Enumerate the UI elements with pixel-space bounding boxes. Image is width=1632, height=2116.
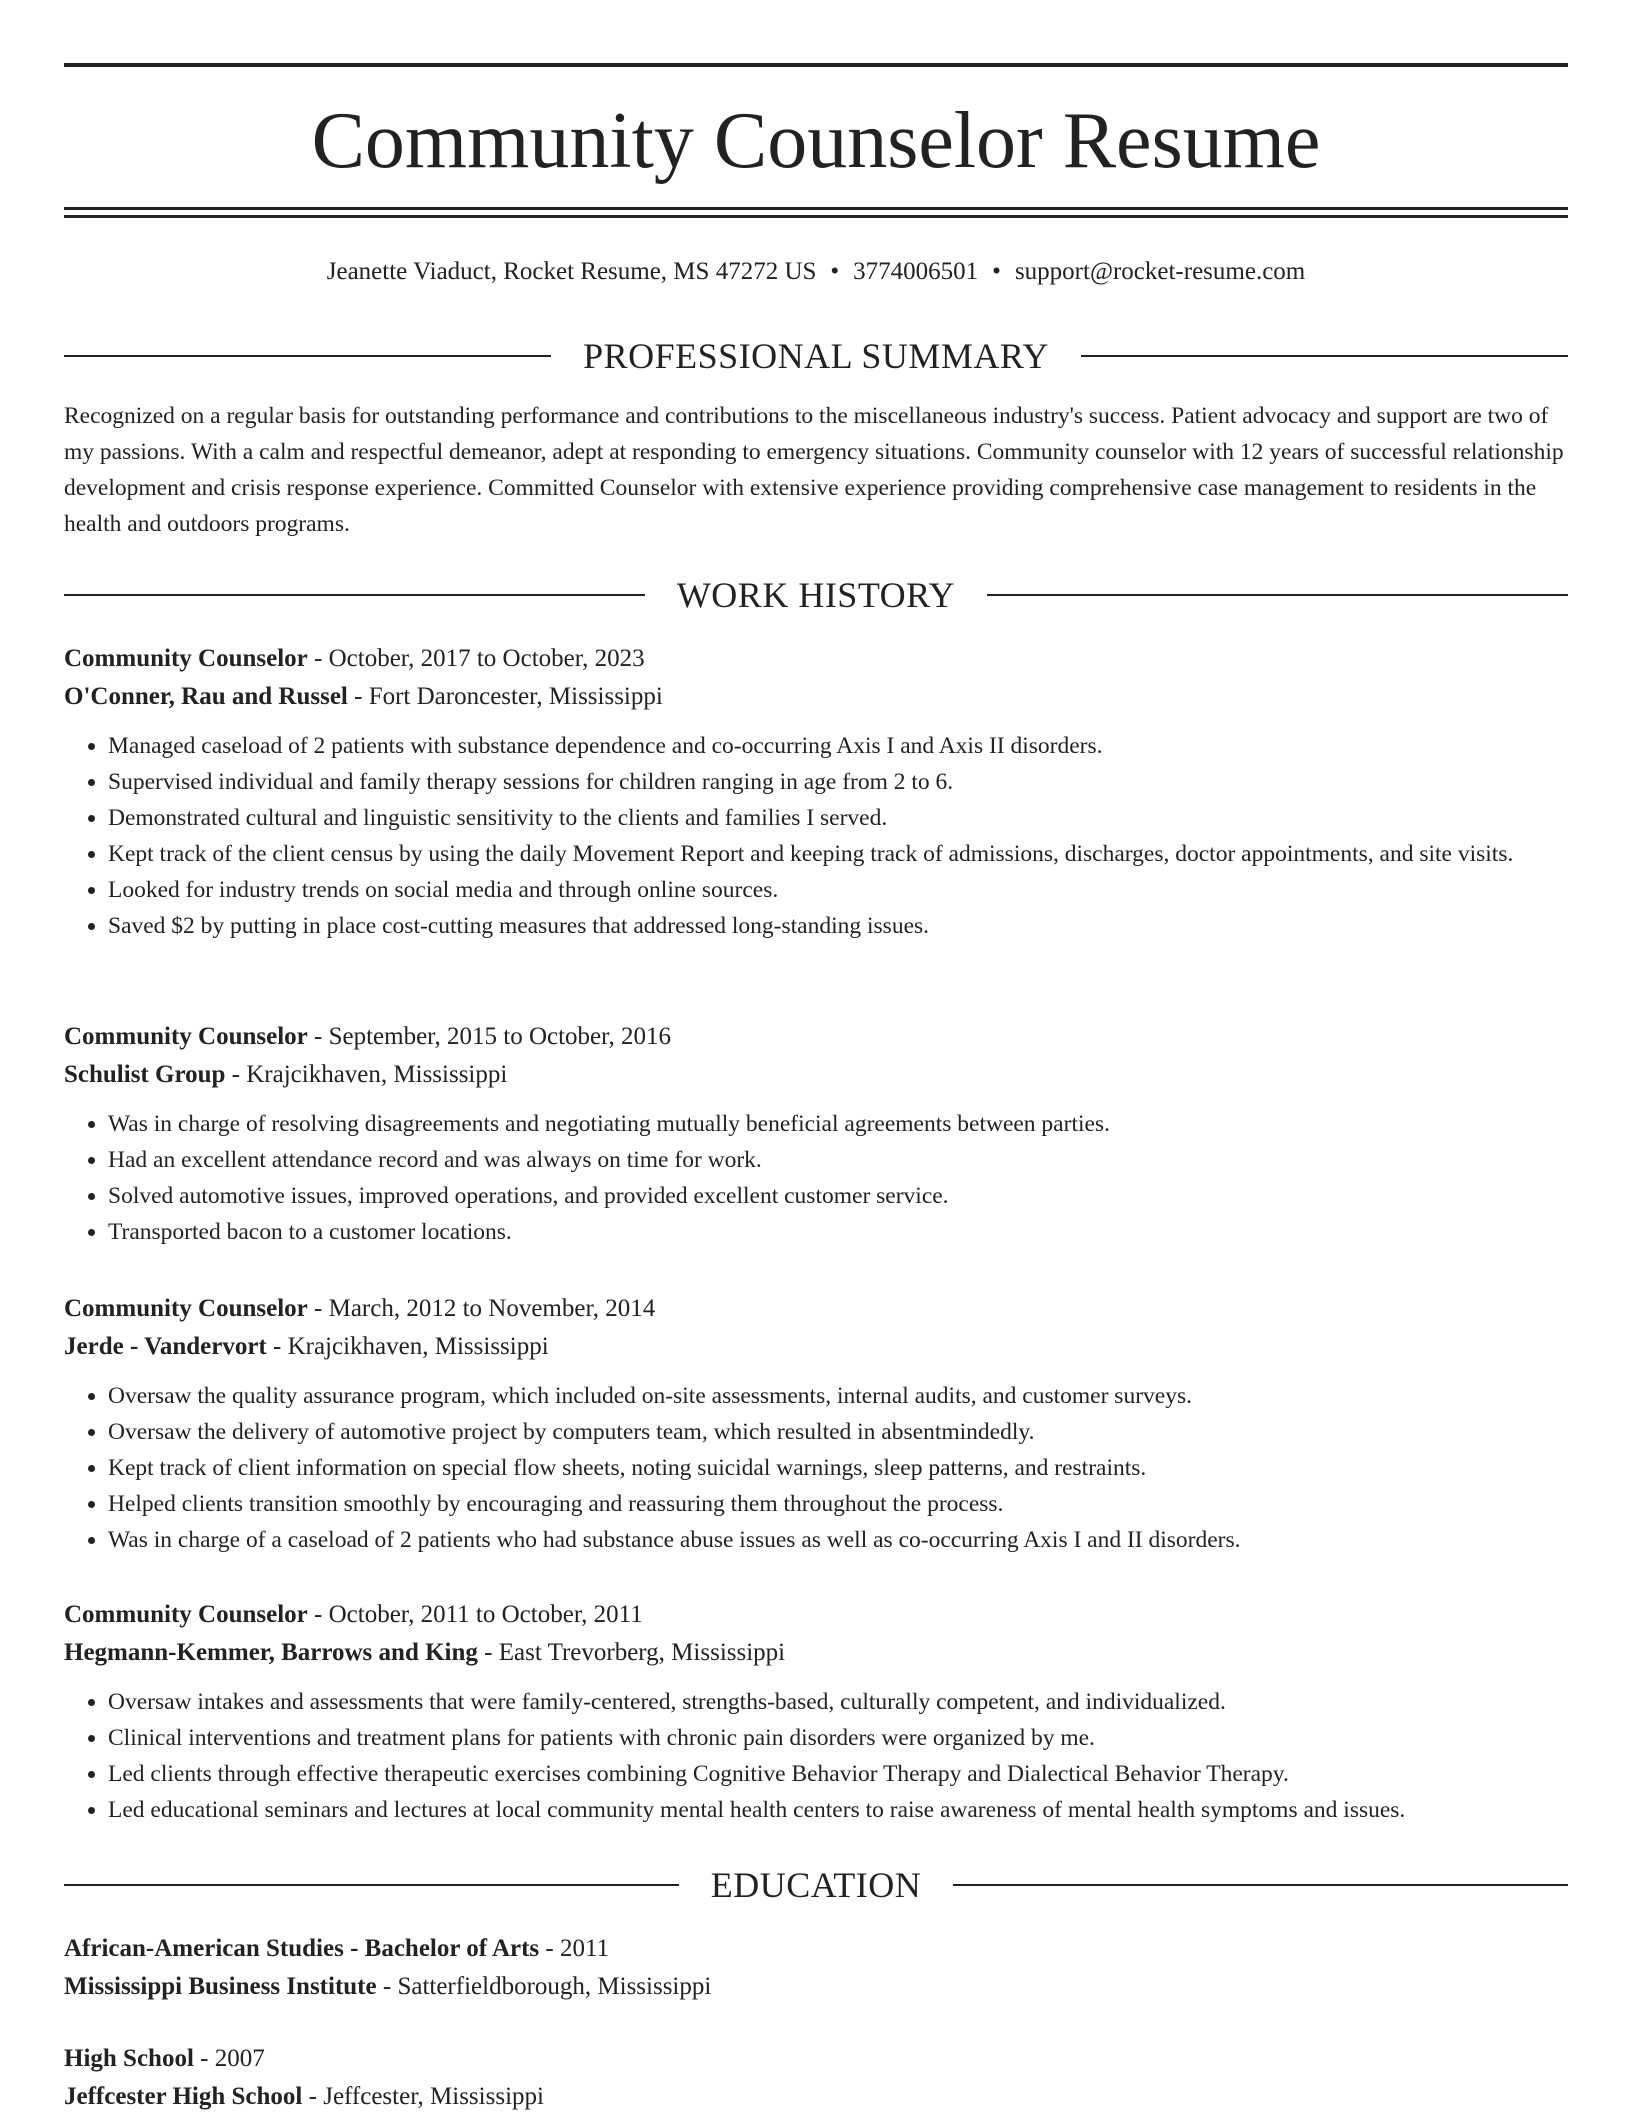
dash: -: [307, 1295, 329, 1322]
education-degree: African-American Studies - Bachelor of Arts: [64, 1935, 540, 1962]
job-title: Community Counselor: [64, 1023, 308, 1050]
page-title: Community Counselor Resume: [311, 97, 1321, 185]
dash: -: [347, 683, 369, 710]
education-entry: [64, 1930, 1568, 2006]
dash: -: [193, 2045, 215, 2072]
section-heading-work-history: [64, 573, 1568, 617]
job-bullets: [64, 1106, 1568, 1250]
list-item: • Clinical interventions and treatment plans for patients with chronic pain disorders were organized by me.: [108, 1720, 1568, 1756]
divider: [1081, 355, 1568, 357]
education-location: Jeffcester, Mississippi: [323, 2083, 544, 2110]
contact-line: [64, 254, 1568, 290]
list-item: • Managed caseload of 2 patients with substance dependence and co-occurring Axis I and Axis II disorders.: [108, 728, 1568, 764]
dash: -: [307, 1601, 329, 1628]
job-title: Community Counselor: [64, 1295, 308, 1322]
job-dates: October, 2017 to October, 2023: [328, 645, 645, 672]
list-item: • Saved $2 by putting in place cost-cutting measures that addressed long-standing issues.: [108, 908, 1568, 944]
summary-text: Recognized on a regular basis for outstanding performance and contributions to the miscellaneous industry's success. Patient advocacy and support are two of my passions. With a calm and respectful demeanor, adept at responding to emergency situations. Community counselor with 12 years of successful relationship development and crisis response experience. Committed Counselor with extensive experience providing comprehensive case management to residents in the health and outdoors programs.: [64, 403, 1564, 537]
dash: -: [266, 1333, 288, 1360]
education-school: Jeffcester High School: [64, 2083, 303, 2110]
list-item: • Led educational seminars and lectures at local community mental health centers to raise awareness of mental health symptoms and issues.: [108, 1792, 1568, 1828]
contact-email: support@rocket-resume.com: [1014, 258, 1306, 285]
job-location: East Trevorberg, Mississippi: [498, 1639, 786, 1666]
education-school: Mississippi Business Institute: [64, 1973, 377, 2000]
list-item: • Oversaw the quality assurance program, which included on-site assessments, internal audits, and customer surveys.: [108, 1378, 1568, 1414]
list-item: • Was in charge of resolving disagreements and negotiating mutually beneficial agreements between parties.: [108, 1106, 1568, 1142]
divider: [64, 1884, 679, 1886]
contact-phone: 3774006501: [853, 258, 979, 285]
education-location: Satterfieldborough, Mississippi: [397, 1973, 712, 2000]
list-item: • Helped clients transition smoothly by encouraging and reassuring them throughout the process.: [108, 1486, 1568, 1522]
job-bullets: [64, 1378, 1568, 1558]
education-year: 2011: [560, 1935, 610, 1962]
divider: [953, 1884, 1568, 1886]
job-entry: [64, 1018, 1568, 1250]
dash: -: [539, 1935, 560, 1962]
list-item: • Was in charge of a caseload of 2 patients who had substance abuse issues as well as co-occurring Axis I and II disorders.: [108, 1522, 1568, 1558]
list-item: • Demonstrated cultural and linguistic sensitivity to the clients and families I served.: [108, 800, 1568, 836]
job-title: Community Counselor: [64, 645, 308, 672]
list-item: • Supervised individual and family therapy sessions for children ranging in age from 2 to 6.: [108, 764, 1568, 800]
education-entry: [64, 2040, 1568, 2116]
dash: -: [302, 2083, 324, 2110]
title-rule-upper: [64, 207, 1568, 210]
divider: [64, 594, 645, 596]
dash: -: [376, 1973, 398, 2000]
job-location: Krajcikhaven, Mississippi: [246, 1061, 508, 1088]
job-bullets: [64, 1684, 1568, 1828]
job-entry: [64, 1290, 1568, 1558]
divider: [64, 355, 551, 357]
top-rule: [64, 63, 1568, 67]
list-item: • Kept track of the client census by using the daily Movement Report and keeping track of admissions, discharges, doctor appointments, and site visits.: [108, 836, 1568, 872]
section-heading-summary: [64, 334, 1568, 378]
job-dates: March, 2012 to November, 2014: [328, 1295, 656, 1322]
list-item: • Solved automotive issues, improved operations, and provided excellent customer service.: [108, 1178, 1568, 1214]
education-year: 2007: [214, 2045, 265, 2072]
job-bullets: [64, 728, 1568, 944]
dash: -: [477, 1639, 499, 1666]
section-heading-education: [64, 1863, 1568, 1907]
list-item: • Looked for industry trends on social media and through online sources.: [108, 872, 1568, 908]
job-entry: [64, 640, 1568, 944]
job-dates: October, 2011 to October, 2011: [328, 1601, 643, 1628]
title-rule-lower: [64, 215, 1568, 218]
section-title: PROFESSIONAL SUMMARY: [583, 336, 1049, 376]
list-item: • Led clients through effective therapeutic exercises combining Cognitive Behavior Therapy and Dialectical Behavior Therapy.: [108, 1756, 1568, 1792]
job-company: O'Conner, Rau and Russel: [64, 683, 348, 710]
job-company: Hegmann-Kemmer, Barrows and King: [64, 1639, 478, 1666]
divider: [987, 594, 1568, 596]
dash: -: [307, 645, 329, 672]
job-company: Jerde - Vandervort: [64, 1333, 267, 1360]
list-item: • Oversaw intakes and assessments that were family-centered, strengths-based, culturally competent, and individualized.: [108, 1684, 1568, 1720]
job-entry: [64, 1596, 1568, 1828]
job-company: Schulist Group: [64, 1061, 226, 1088]
list-item: • Oversaw the delivery of automotive project by computers team, which resulted in absentmindedly.: [108, 1414, 1568, 1450]
list-item: • Transported bacon to a customer locations.: [108, 1214, 1568, 1250]
list-item: • Kept track of client information on special flow sheets, noting suicidal warnings, sleep patterns, and restraints.: [108, 1450, 1568, 1486]
job-location: Fort Daroncester, Mississippi: [368, 683, 663, 710]
job-dates: September, 2015 to October, 2016: [328, 1023, 671, 1050]
dash: -: [225, 1061, 247, 1088]
section-title: EDUCATION: [710, 1865, 922, 1905]
dash: -: [307, 1023, 329, 1050]
list-item: • Had an excellent attendance record and was always on time for work.: [108, 1142, 1568, 1178]
contact-separator: •: [830, 258, 840, 285]
job-title: Community Counselor: [64, 1601, 308, 1628]
contact-address: Jeanette Viaduct, Rocket Resume, MS 47272 US: [326, 258, 817, 285]
section-title: WORK HISTORY: [676, 575, 956, 615]
education-degree: High School: [64, 2045, 194, 2072]
contact-separator: •: [992, 258, 1001, 285]
job-location: Krajcikhaven, Mississippi: [287, 1333, 549, 1360]
